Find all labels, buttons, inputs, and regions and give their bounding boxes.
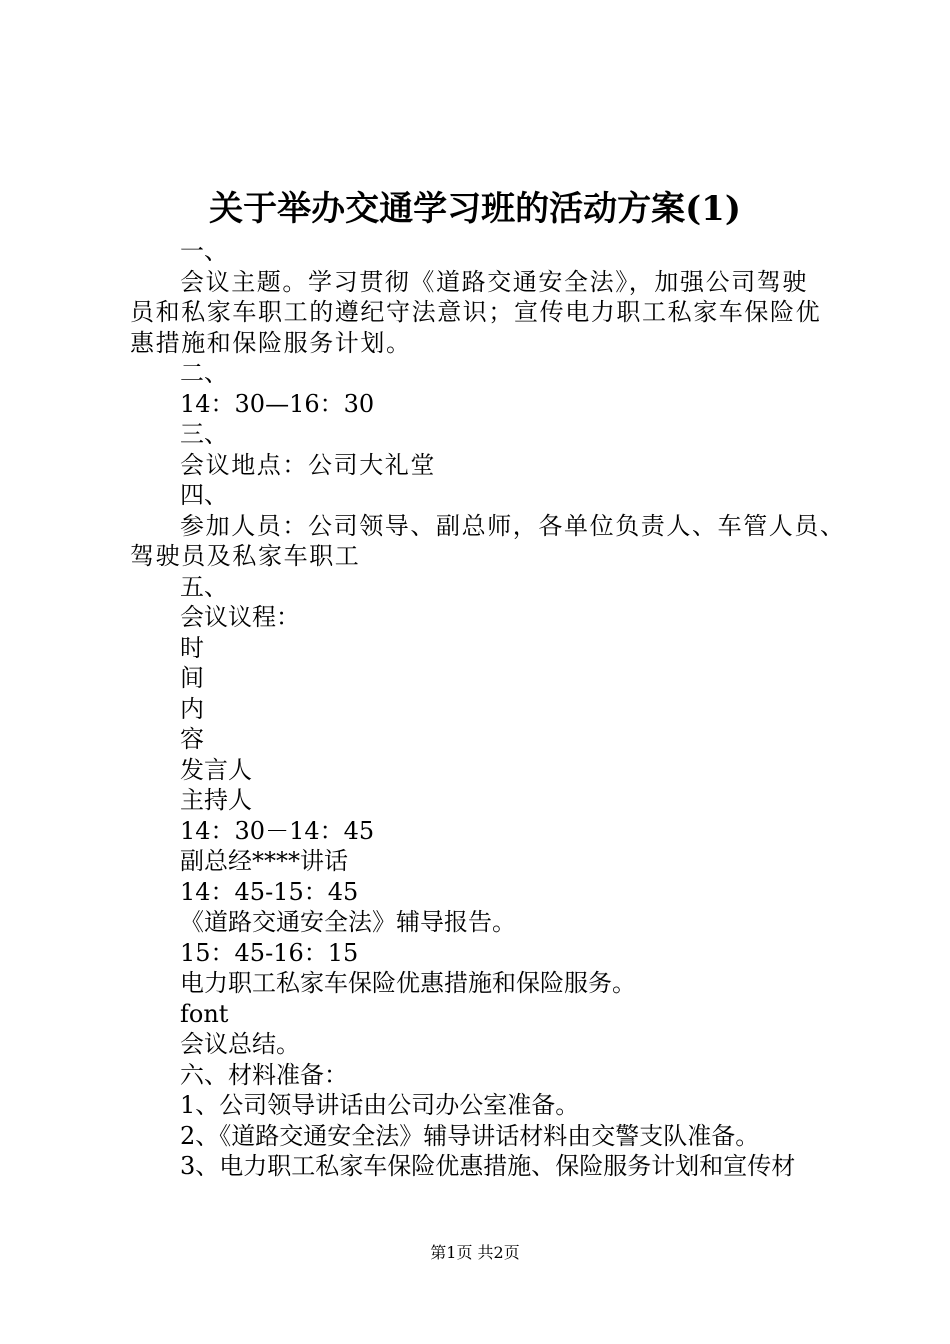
list-item: 1、公司领导讲话由公司办公室准备。 [180, 1091, 580, 1119]
paragraph-line: 惠措施和保险服务计划。 [130, 328, 412, 357]
agenda-cell: 时 [180, 633, 204, 662]
agenda-cell: 14：30－14：45 [180, 816, 375, 845]
agenda-cell: 内 [180, 694, 204, 723]
paragraph-line: 14：30—16：30 [180, 389, 375, 418]
agenda-cell: 间 [180, 664, 204, 692]
document-body [130, 236, 850, 1182]
section-heading: 六、材料准备： [180, 1060, 348, 1089]
paragraph-line: 会议议程： [180, 603, 300, 631]
paragraph-line: 会议地点：公司大礼堂 [180, 450, 436, 479]
document-title: 关于举办交通学习班的活动方案(1) [209, 189, 741, 229]
agenda-cell: 主持人 [180, 786, 252, 814]
agenda-cell: 14：45-15：45 [180, 877, 359, 906]
section-heading: 二、 [180, 359, 228, 387]
agenda-cell: 15：45-16：15 [180, 938, 359, 967]
paragraph-line: 员和私家车职工的遵纪守法意识；宣传电力职工私家车保险优 [130, 298, 822, 326]
agenda-cell: 会议总结。 [180, 1030, 300, 1058]
paragraph-line: 参加人员：公司领导、副总师，各单位负责人、车管人员、 [180, 511, 846, 540]
agenda-cell: 电力职工私家车保险优惠措施和保险服务。 [180, 969, 636, 997]
agenda-cell: font [180, 999, 229, 1028]
section-heading: 五、 [180, 572, 228, 601]
list-item: 2、《道路交通安全法》辅导讲话材料由交警支队准备。 [180, 1121, 760, 1150]
paragraph-line: 驾驶员及私家车职工 [130, 542, 361, 570]
page-footer: 第1页 共2页 [430, 1243, 520, 1262]
agenda-cell: 发言人 [180, 755, 252, 784]
agenda-cell: 《道路交通安全法》辅导报告。 [180, 908, 516, 936]
paragraph-line: 会议主题。学习贯彻《道路交通安全法》，加强公司驾驶 [180, 267, 808, 296]
section-heading: 一、 [180, 237, 228, 265]
section-heading: 四、 [180, 481, 228, 509]
agenda-cell: 容 [180, 725, 204, 753]
section-heading: 三、 [180, 420, 228, 448]
list-item: 3、电力职工私家车保险优惠措施、保险服务计划和宣传材 [180, 1152, 796, 1180]
agenda-cell: 副总经****讲话 [180, 847, 348, 875]
